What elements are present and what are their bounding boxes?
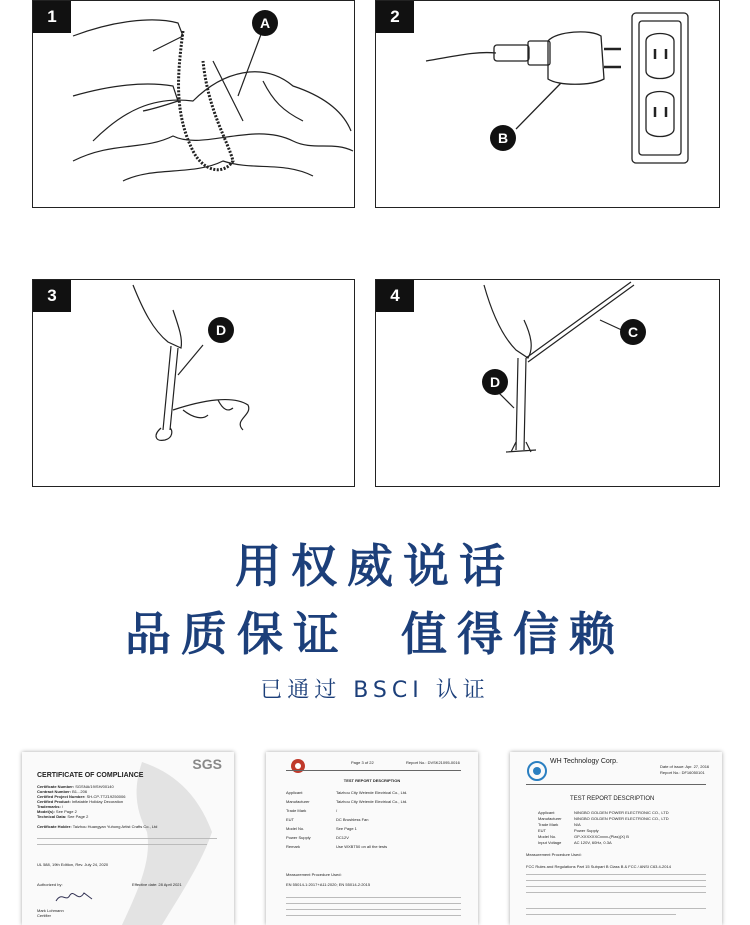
text-line — [286, 915, 461, 916]
issue-date: Date of issue: Apr. 27, 2016 — [660, 764, 710, 769]
text-line — [286, 903, 461, 904]
text-line — [526, 886, 706, 887]
cert-standard: UL 588, 19th Edition, Rev. July 24, 2020 — [37, 862, 109, 867]
text-line — [526, 874, 706, 875]
step-4-illustration — [376, 280, 720, 487]
step-1-illustration — [33, 1, 355, 208]
step-2-panel — [375, 0, 720, 208]
callout-d: D — [489, 374, 501, 390]
callout-b: B — [497, 130, 509, 146]
standards: EN 55014-1:2017+A11:2020; EN 55014-2:2015 — [286, 882, 371, 887]
callout-a: A — [259, 15, 271, 31]
authorized-label: Authorized by: — [37, 882, 63, 887]
cert-title: CERTIFICATE OF COMPLIANCE — [37, 772, 144, 779]
step-number: 4 — [376, 280, 414, 312]
wh-logo-icon — [526, 760, 548, 782]
step-number: 2 — [376, 1, 414, 33]
text-line — [526, 908, 706, 909]
signer-title: Certifier — [37, 913, 52, 918]
step-2-illustration — [376, 1, 720, 208]
lab-logo-icon — [286, 757, 310, 777]
test-report-certificate: Page 3 of 22 Report No.: DVSK21095-0016 TEST REPORT DESCRIPTION Applicant Taizhou City Weierde Electrical Co., Ltd. Manufacturer Taizhou City Weierde Electrical Co., Ltd. Trade Mark / EUT DC Brushless Fan Model No. See Page 1 Power Supply DC12V Remark Use WXBT50 on all the tests Measurement Procedure Used: EN 55014-1:2017+A11:2020; EN 55014-2:2015 — [266, 752, 478, 925]
cert-fields: Certificate Number: SGSNA/19/SH/00140 Contract Number: B1...206 Certified Project Number: SH-CP-TTZ19250006 Certified Product: Inflatable Holiday Decoration Trademarks: / Model(s): See Page 2 Technical Data: See Page 2 — [37, 784, 126, 819]
step-1-panel — [32, 0, 355, 208]
text-line — [286, 909, 461, 910]
company-name: WH Technology Corp. — [550, 758, 618, 765]
text-line — [526, 880, 706, 881]
sgs-logo: SGS — [192, 756, 222, 772]
divider — [37, 844, 207, 845]
callout-c: C — [627, 324, 639, 340]
procedure-label: Measurement Procedure Used: — [286, 872, 342, 877]
divider — [37, 838, 217, 839]
text-line — [526, 892, 706, 893]
divider — [286, 770, 461, 771]
effective-date: Effective date: 28 April 2021 — [132, 882, 182, 887]
report-title: TEST REPORT DESCRIPTION — [570, 796, 655, 802]
signer-name: Mark Lohmann — [37, 908, 64, 913]
headline-quality: 品质保证 值得信赖 — [124, 607, 626, 661]
callout-d: D — [215, 322, 227, 338]
headline-authority: 用权威说话 — [235, 539, 515, 593]
step-number: 1 — [33, 1, 71, 33]
step-number: 3 — [33, 280, 71, 312]
report-number: Report No.: DF16050101 — [660, 770, 705, 775]
headline-bsci: 已通过 BSCI 认证 — [260, 678, 490, 703]
signature — [54, 889, 94, 905]
step-3-panel — [32, 279, 355, 487]
report-title: TEST REPORT DESCRIPTION — [343, 778, 401, 783]
report-number: Report No.: DVSK21095-0016 — [406, 760, 460, 765]
text-line — [526, 914, 676, 915]
wh-technology-certificate: WH Technology Corp. Date of issue: Apr. 27, 2016 Report No.: DF16050101 TEST REPORT DESCRIPTION Applicant NINGBO GOLDEN POWER ELECTRONIC CO., LTD Manufacturer NINGBO GOLDEN POWER ELECTRONIC CO., LTD Trade Mark N/A EUT Power Supply Model No. GP-XXXXXXCxxxx-(Plas)(X) B Input Voltage AC 120V, 60Hz, 0.3A Measurement Procedure Used: FCC Rules and Regulations Part 15 Subpart B Class B & FCC / ANSI C63.4-2014 — [510, 752, 722, 925]
step-4-panel — [375, 279, 720, 487]
fcc-standard: FCC Rules and Regulations Part 15 Subpart B Class B & FCC / ANSI C63.4-2014 — [526, 864, 671, 869]
text-line — [286, 897, 461, 898]
divider — [526, 784, 706, 785]
sgs-certificate: SGS CERTIFICATE OF COMPLIANCE Certificate Number: SGSNA/19/SH/00140 Contract Number: B1...206 Certified Project Number: SH-CP-TTZ19250006 Certified Product: Inflatable Holiday Decoration Trademarks: / Model(s): See Page 2 Technical Data: See Page 2 Certificate Holder: Taizhou Huangyan Yuhong Artist Crafts Co., Ltd UL 588, 19th Edition, Rev. July 24, 2020 Authorized by: Effective date: 28 April 2021 Mark Lohmann Certifier — [22, 752, 234, 925]
procedure-label: Measurement Procedure Used: — [526, 852, 582, 857]
page-number: Page 3 of 22 — [351, 760, 374, 765]
step-3-illustration — [33, 280, 355, 487]
